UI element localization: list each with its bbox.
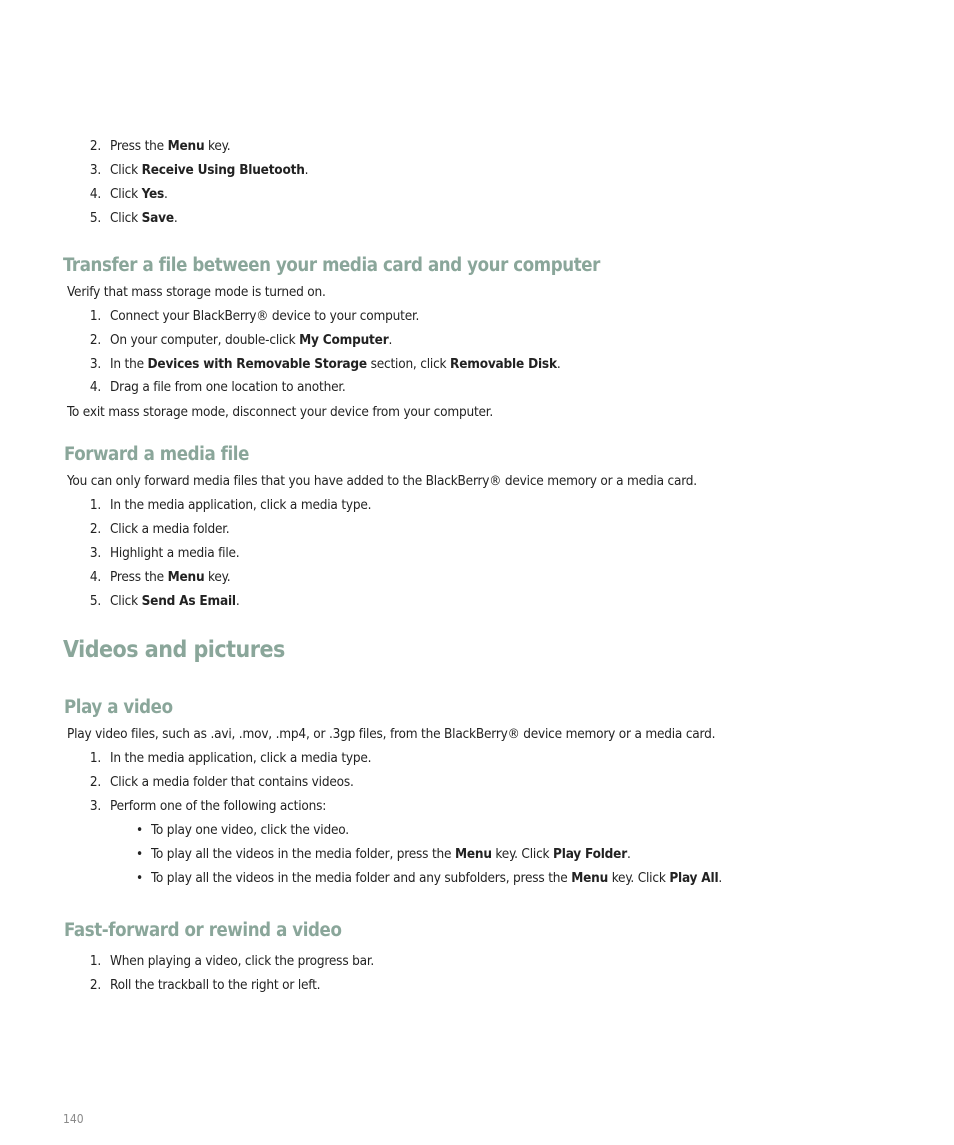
bullet-icon: • [136, 870, 143, 886]
bullet-icon: • [136, 846, 143, 862]
bullet-icon: • [136, 822, 143, 838]
step-number: 2. [89, 977, 101, 993]
ui-term: Save [141, 210, 174, 226]
ui-term: Menu [167, 138, 205, 154]
step-number: 2. [89, 138, 101, 154]
step-number: 2. [89, 332, 101, 348]
ui-term: Devices with Removable Storage [147, 356, 367, 372]
section-heading-fast-forward: Fast-forward or rewind a video [64, 920, 342, 941]
step-number: 3. [89, 798, 101, 814]
ui-term: Menu [571, 870, 609, 886]
ui-term: Receive Using Bluetooth [141, 162, 305, 178]
section-intro: You can only forward media files that you have added to the BlackBerry® device memory or a media card. [67, 473, 697, 489]
section-outro: To exit mass storage mode, disconnect your device from your computer. [67, 404, 493, 420]
step-number: 1. [89, 953, 101, 969]
chapter-heading: Videos and pictures [63, 637, 285, 663]
step-number: 2. [89, 521, 101, 537]
ui-term: Play Folder [553, 846, 628, 862]
section-heading-transfer: Transfer a file between your media card and your computer [63, 255, 600, 276]
document-page: 2. Press the Menu key. 3. Click Receive Using Bluetooth. 4. Click Yes. 5. Click Save. Transfer a file between your media card and your computer Verify that mass storage mode is turned on. 1. Connect your BlackBerry® device to your computer. 2. On your computer, double-click My Computer. 3. In the Devices with Removable Storage section, click Removable Disk. 4. Drag a file from one location to another. To exit mass storage mode, disconnect your device from your computer. Forward a media file You can only forward media files that you have added to the BlackBerry® device memory or a media card. 1. In the media application, click a media type. 2. Click a media folder. 3. Highlight a media file. 4. Press the Menu key. 5. Click Send As Email. Videos and pictures Play a video Play video files, such as .avi, .mov, .mp4, or .3gp files, from the BlackBerry® device memory or a media card. 1. In the media application, click a media type. 2. Click a media folder that contains videos. 3. Perform one of the following actions: • To play one video, click the video. • To play all the videos in the media folder, press the Menu key. Click Play Folder. • To play all the videos in the media folder and any subfolders, press the Menu key. Click Play All. Fast-forward or rewind a video 1. When playing a video, click the progress bar. 2. Roll the trackball to the right or left. 140 [63, 138, 723, 1126]
ui-term: Send As Email [141, 593, 236, 609]
ui-term: Menu [167, 569, 205, 585]
step-number: 4. [89, 379, 101, 395]
step-number: 3. [89, 162, 101, 178]
step-number: 4. [89, 186, 101, 202]
ui-term: Play All [669, 870, 719, 886]
step-number: 3. [89, 545, 101, 561]
step-number: 1. [89, 497, 101, 513]
section-heading-forward: Forward a media file [64, 444, 250, 465]
step-number: 1. [89, 308, 101, 324]
ui-term: Yes [141, 186, 165, 202]
step-number: 5. [89, 210, 101, 226]
step-number: 1. [89, 750, 101, 766]
step-number: 3. [89, 356, 101, 372]
section-intro: Play video files, such as .avi, .mov, .mp4, or .3gp files, from the BlackBerry® device memory or a media card. [67, 726, 716, 742]
step-number: 4. [89, 569, 101, 585]
ui-term: My Computer [299, 332, 389, 348]
section-heading-play-video: Play a video [64, 697, 173, 718]
page-number: 140 [63, 1112, 84, 1126]
section-intro: Verify that mass storage mode is turned on. [67, 284, 326, 300]
step-number: 5. [89, 593, 101, 609]
step-number: 2. [89, 774, 101, 790]
ui-term: Menu [454, 846, 492, 862]
ui-term: Removable Disk [450, 356, 557, 372]
